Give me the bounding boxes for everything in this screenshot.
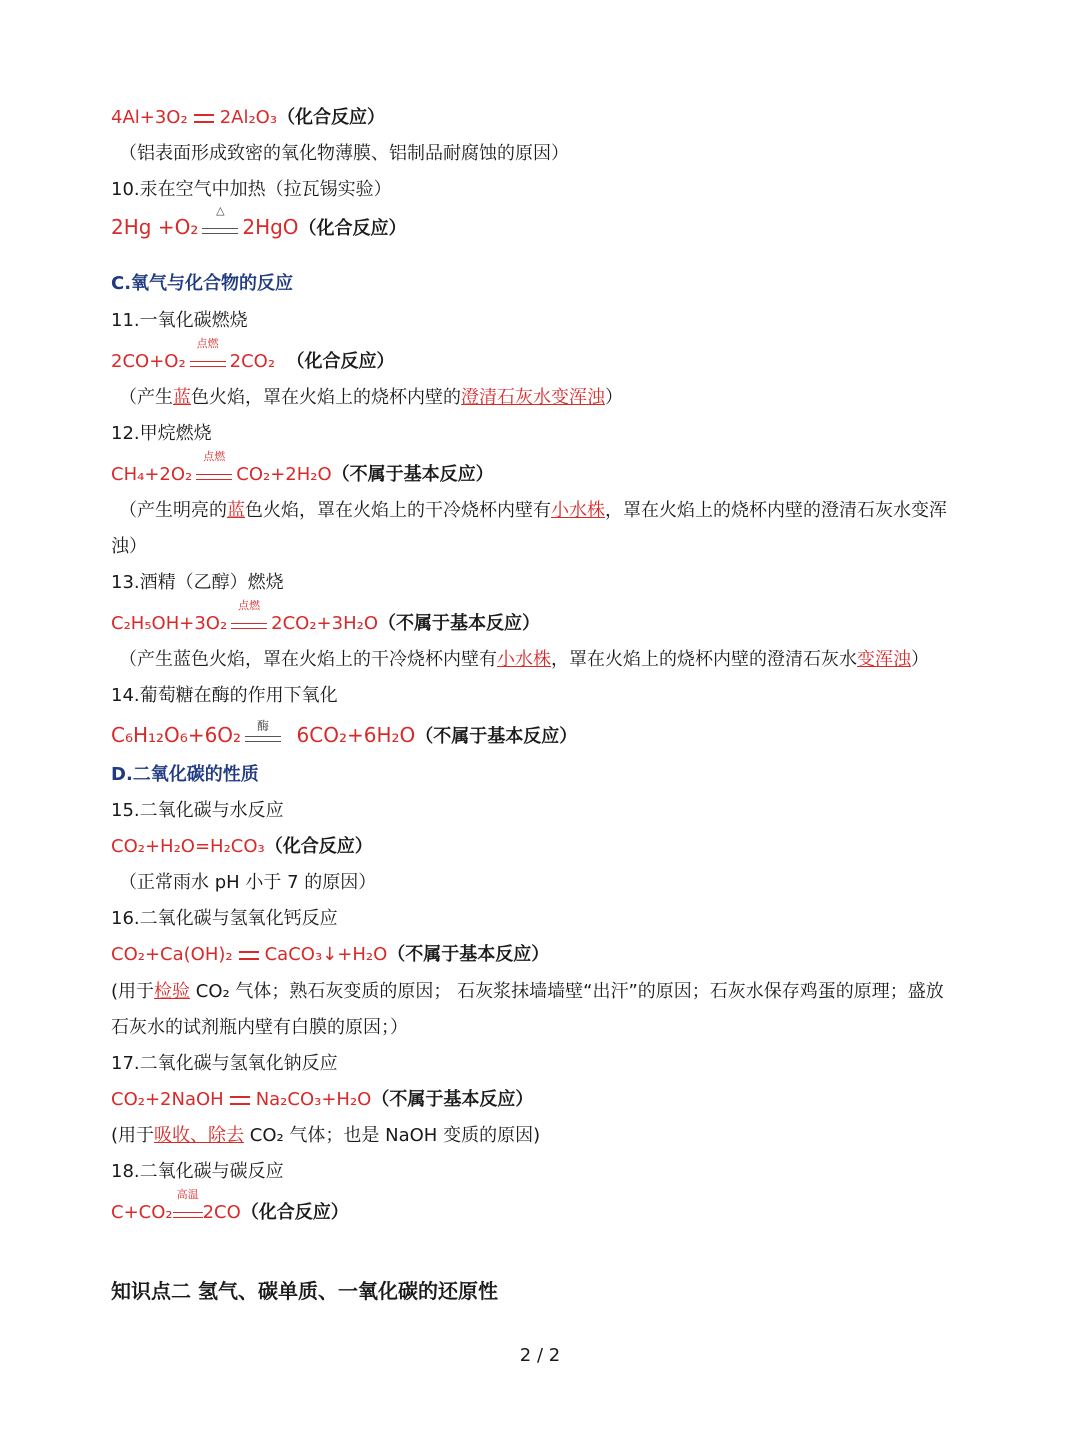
reaction-note-cont: 石灰水的试剂瓶内壁有白膜的原因；） <box>111 1017 408 1038</box>
condition-heat: △ <box>202 214 238 234</box>
reaction-note: (用于检验 CO₂ 气体；熟石灰变质的原因； 石灰浆抹墙墙壁“出汗”的原因；石灰水保存鸡蛋的原理；盛放 <box>111 981 944 1002</box>
equals-sign <box>230 1096 250 1105</box>
reaction-note-cont: 浊） <box>111 536 147 557</box>
reaction-co2-naoh: CO₂+2NaOH Na₂CO₃+H₂O（不属于基本反应） <box>111 1089 534 1110</box>
reaction-al-oxygen: 4Al+3O₂ 2Al₂O₃（化合反应） <box>111 107 386 128</box>
item-heading: 12.甲烷燃烧 <box>111 423 212 444</box>
condition-ignite: 点燃 <box>190 347 226 367</box>
page-number: 2 / 2 <box>519 1345 561 1366</box>
condition-ignite: 点燃 <box>231 609 267 629</box>
reaction-note: （正常雨水 pH 小于 7 的原因） <box>119 872 377 893</box>
reaction-note: （产生蓝色火焰，罩在火焰上的干冷烧杯内壁有小水株，罩在火焰上的烧杯内壁的澄清石灰水变浑浊） <box>119 649 929 670</box>
item-heading: 18.二氧化碳与碳反应 <box>111 1161 284 1182</box>
item-heading: 17.二氧化碳与氢氧化钠反应 <box>111 1053 338 1074</box>
reaction-note: (用于吸收、除去 CO₂ 气体；也是 NaOH 变质的原因) <box>111 1125 541 1146</box>
equals-sign <box>239 951 259 960</box>
reaction-note: （产生明亮的蓝色火焰，罩在火焰上的干冷烧杯内壁有小水株，罩在火焰上的烧杯内壁的澄清石灰水变浑 <box>119 500 947 521</box>
condition-high-temp: 高温 <box>173 1198 203 1218</box>
section-heading: C.氧气与化合物的反应 <box>111 273 294 294</box>
item-heading: 10.汞在空气中加热（拉瓦锡实验） <box>111 179 392 200</box>
section-heading: D.二氧化碳的性质 <box>111 764 259 785</box>
reaction-note: （产生蓝色火焰，罩在火焰上的烧杯内壁的澄清石灰水变浑浊） <box>119 387 623 408</box>
knowledge-point-title: 知识点二 氢气、碳单质、一氧化碳的还原性 <box>111 1279 498 1303</box>
reaction-co-burning: 2CO+O₂ 点燃 2CO₂ （化合反应） <box>111 337 395 372</box>
reaction-glucose-oxidation: C₆H₁₂O₆+6O₂ 酶 6CO₂+6H₂O（不属于基本反应） <box>111 719 578 747</box>
reaction-ch4-burning: CH₄+2O₂ 点燃 CO₂+2H₂O（不属于基本反应） <box>111 450 494 485</box>
item-heading: 15.二氧化碳与水反应 <box>111 800 284 821</box>
reaction-note: （铝表面形成致密的氧化物薄膜、铝制品耐腐蚀的原因） <box>119 143 569 164</box>
equals-sign <box>194 114 214 123</box>
reaction-co2-caoh2: CO₂+Ca(OH)₂ CaCO₃↓+H₂O（不属于基本反应） <box>111 944 550 965</box>
item-heading: 14.葡萄糖在酶的作用下氧化 <box>111 685 338 706</box>
condition-enzyme: 酶 <box>245 722 281 742</box>
item-heading: 16.二氧化碳与氢氧化钙反应 <box>111 908 338 929</box>
condition-ignite: 点燃 <box>196 460 232 480</box>
reaction-co2-water: CO₂+H₂O=H₂CO₃（化合反应） <box>111 836 373 857</box>
reaction-co2-carbon: C+CO₂ 高温 2CO（化合反应） <box>111 1188 349 1223</box>
reaction-ethanol-burning: C₂H₅OH+3O₂ 点燃 2CO₂+3H₂O（不属于基本反应） <box>111 599 541 634</box>
item-heading: 13.酒精（乙醇）燃烧 <box>111 572 284 593</box>
item-heading: 11.一氧化碳燃烧 <box>111 310 248 331</box>
reaction-hg-oxygen: 2Hg +O₂ △ 2HgO（化合反应） <box>111 204 407 239</box>
